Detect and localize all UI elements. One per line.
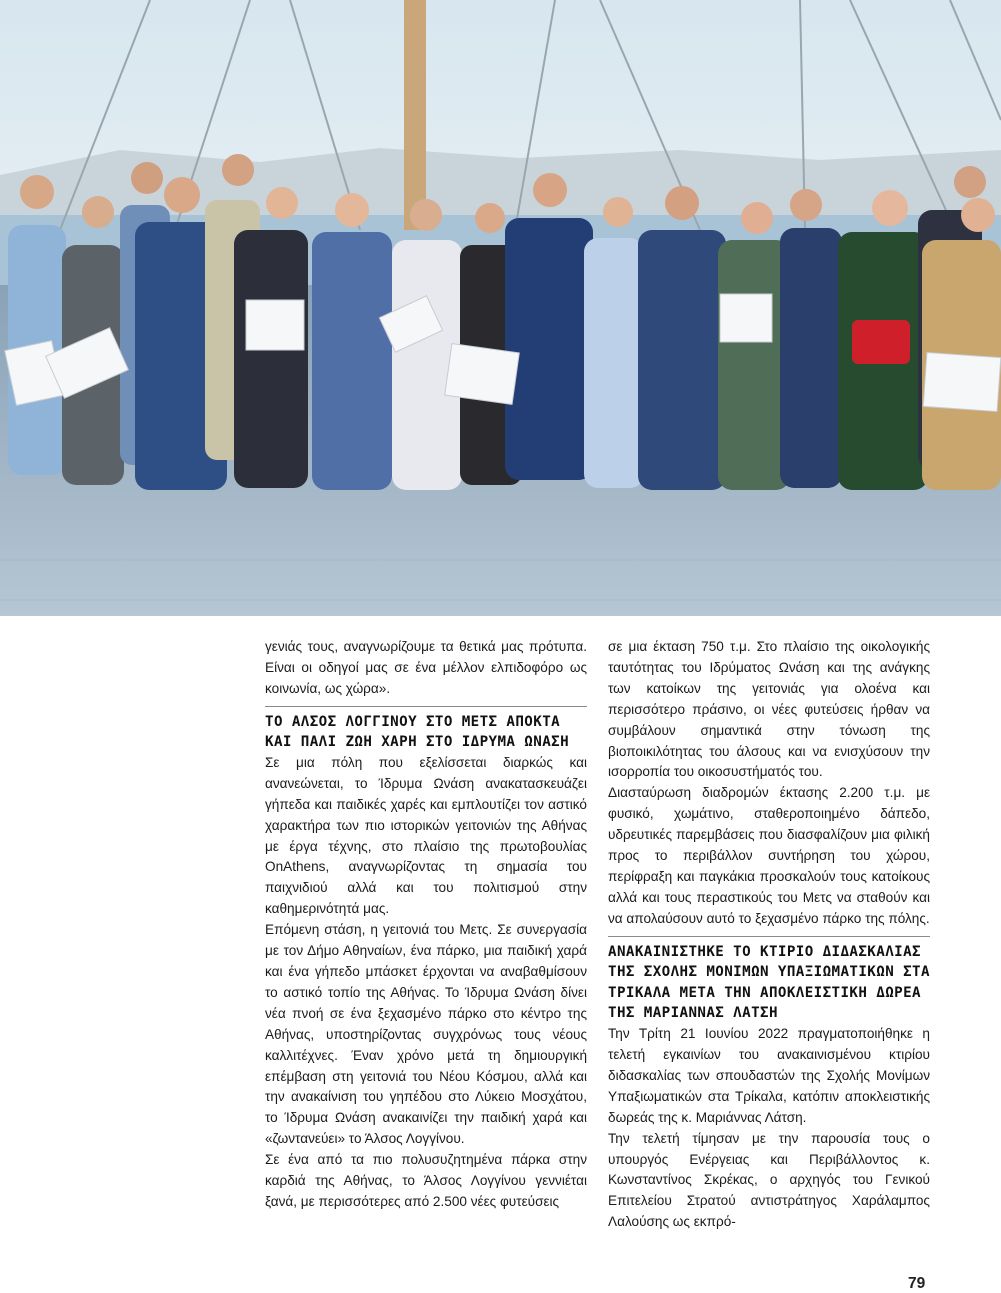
group-photo: [0, 0, 1001, 616]
section-heading-alsos-logginou: ΤΟ ΑΛΣΟΣ ΛΟΓΓΙΝΟΥ ΣΤΟ ΜΕΤΣ ΑΠΟΚΤΑ ΚΑΙ ΠΑΛΙ ΖΩΗ ΧΑΡΗ ΣΤΟ ΙΔΡΥΜΑ ΩΝΑΣΗ: [265, 713, 570, 751]
body-paragraph: Επόμενη στάση, η γειτονιά του Μετς. Σε συνεργασία με τον Δήμο Αθηναίων, ένα πάρκο, μια παιδική χαρά και ένα γήπεδο μπάσκετ έρχονται να αναβαθμίσουν το αστικό τοπίο της Αθήνας. Το Ίδρυμα Ωνάση δίνει νέα πνοή σε ένα ξεχασμένο πάρκο στο κέντρο της Αθήνας, υποστηρίζοντας συγχρόνως τους νέους καλλιτέχνες. Έναν χρόνο μετά τη δημιουργική επέμβαση στη γειτονιά του Νέου Κόσμου, αλλά και την ανακαίνιση του γηπέδου στο Λύκειο Μοσχάτου, το Ίδρυμα Ωνάση ανακαινίζει την παιδική χαρά και «ζωντανεύει» το Άλσος Λογγίνου.: [265, 922, 587, 1147]
group-photo-illustration: [0, 0, 1001, 616]
left-column: [265, 637, 587, 1213]
section-divider: [265, 706, 587, 707]
body-paragraph: Διασταύρωση διαδρομών έκτασης 2.200 τ.μ. με φυσικό, χωμάτινο, σταθεροποιημένο δάπεδο, υδρευτικές παρεμβάσεις που διασφαλίζουν μια φιλική προς το περιβάλλον συντήρηση του χώρου, περίφραξη και παγκάκια προσκαλούν τους κατοίκους αλλά και τους περαστικούς του Μετς να σταθούν και να απολαύσουν αυτό το ξεχασμένο πάρκο της πόλης.: [608, 785, 930, 926]
body-paragraph: σε μια έκταση 750 τ.μ. Στο πλαίσιο της οικολογικής ταυτότητας του Ιδρύματος Ωνάση και της ανάγκης των κατοίκων της γειτονιάς για ολοένα και περισσότερο πράσινο, οι νέες φυτεύσεις ήρθαν να συμβάλουν σημαντικά στην τόνωση της βιοποικιλότητας του άλσους και να ενισχύσουν την ισορροπία του οικοσυστήματός του.: [608, 639, 930, 780]
section-divider: [608, 936, 930, 937]
intro-paragraph: γενιάς τους, αναγνωρίζουμε τα θετικά μας πρότυπα. Είναι οι οδηγοί μας σε ένα μέλλον ελπιδοφόρο ως κοινωνία, ως χώρα».: [265, 639, 587, 696]
right-column: [608, 637, 930, 1233]
page-number: 79: [908, 1275, 926, 1292]
section-heading-trikala-school: ΑΝΑΚΑΙΝΙΣΤΗΚΕ ΤΟ ΚΤΙΡΙΟ ΔΙΔΑΣΚΑΛΙΑΣ ΤΗΣ ΣΧΟΛΗΣ ΜΟΝΙΜΩΝ ΥΠΑΞΙΩΜΑΤΙΚΩΝ ΣΤΑ ΤΡΙΚΑΛΑ ΜΕΤΑ ΤΗΝ ΑΠΟΚΛΕΙΣΤΙΚΗ ΔΩΡΕΑ ΤΗΣ ΜΑΡΙΑΝΝΑΣ ΛΑΤΣΗ: [608, 943, 930, 1022]
body-paragraph: Την Τρίτη 21 Ιουνίου 2022 πραγματοποιήθηκε η τελετή εγκαινίων του ανακαινισμένου κτιρίου διδασκαλίας των σπουδαστών της Σχολής Μονίμων Υπαξιωματικών στα Τρίκαλα, κατόπιν αποκλειστικής δωρεάς της κ. Μαριάννας Λάτση.: [608, 1026, 930, 1125]
body-paragraph: Σε μια πόλη που εξελίσσεται διαρκώς και ανανεώνεται, το Ίδρυμα Ωνάση ανακατασκευάζει γήπεδα και παιδικές χαρές και εμπλουτίζει τον αστικό χαρακτήρα των πιο ιστορικών γειτονιών της Αθήνας με έργα τέχνης, στο πλαίσιο της πρωτοβουλίας OnAthens, αναγνωρίζοντας τη σημασία του παιχνιδιού αλλά και του πολιτισμού στην καθημερινότητά μας.: [265, 754, 587, 917]
body-paragraph: Την τελετή τίμησαν με την παρουσία τους ο υπουργός Ενέργειας και Περιβάλλοντος κ. Κωνσταντίνος Σκρέκας, ο αρχηγός του Γενικού Επιτελείου Στρατού αντιστράτηγος Χαράλαμπος Λαλούσης ως εκπρό-: [608, 1130, 930, 1230]
body-paragraph: Σε ένα από τα πιο πολυσυζητημένα πάρκα στην καρδιά της Αθήνας, το Άλσος Λογγίνου γεννιέται ξανά, με περισσότερες από 2.500 νέες φυτεύσεις: [265, 1152, 587, 1209]
